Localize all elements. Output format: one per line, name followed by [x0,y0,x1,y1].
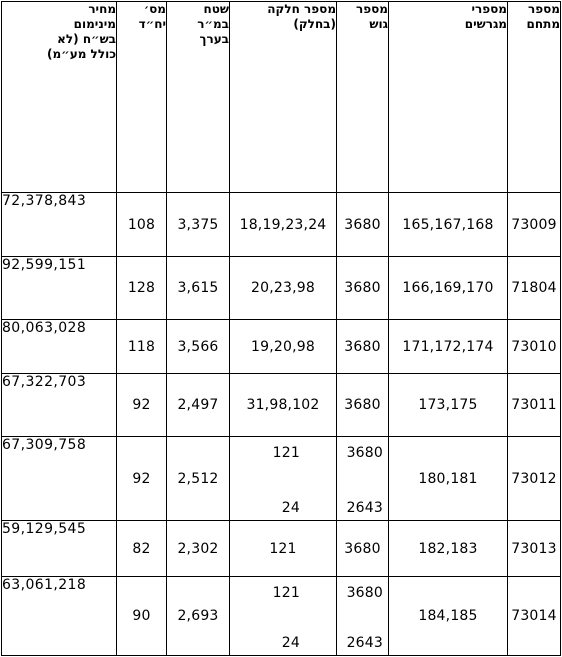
min-price-cell: 72,378,843 [2,193,117,257]
plot-numbers-cell: 173,175 [389,374,508,437]
parcel-value: 24 [281,500,300,516]
gush-value: 2643 [346,500,383,516]
header-plot-numbers: מספרי מגרשים [389,2,508,193]
table-row [2,257,561,320]
units-cell: 90 [117,577,167,656]
table-row [2,374,561,437]
gush-value: 3680 [346,585,383,601]
plot-numbers-cell: 180,181 [389,437,508,521]
units-cell: 108 [117,193,167,257]
tender-complexes-table [1,1,561,656]
gush-cell [337,577,389,656]
min-price-cell: 59,129,545 [2,521,117,577]
plot-numbers-cell: 184,185 [389,577,508,656]
header-min-price: מחיר מינימום בש״ח (לא כולל מע״מ) [2,2,117,193]
gush-cell: 3680 [337,257,389,320]
table-row [2,320,561,374]
complex-number-cell: 73014 [508,577,561,656]
parcel-cell: 18,19,23,24 [230,193,337,257]
plot-numbers-cell: 166,169,170 [389,257,508,320]
parcel-value: 24 [281,635,300,651]
complex-number-cell: 73012 [508,437,561,521]
parcel-value: 121 [272,445,300,461]
parcel-cell: 20,23,98 [230,257,337,320]
area-cell: 3,615 [167,257,230,320]
header-units: מס׳ יח״ד [117,2,167,193]
header-row [2,2,561,193]
gush-value: 2643 [346,635,383,651]
gush-value: 3680 [346,445,383,461]
min-price-cell: 80,063,028 [2,320,117,374]
gush-cell: 3680 [337,374,389,437]
header-gush-number: מספר גוש [337,2,389,193]
min-price-cell: 63,061,218 [2,577,117,656]
complex-number-cell: 73011 [508,374,561,437]
area-cell: 2,497 [167,374,230,437]
units-cell: 92 [117,374,167,437]
area-cell: 2,302 [167,521,230,577]
gush-cell [337,437,389,521]
table-row [2,437,561,521]
complex-number-cell: 73010 [508,320,561,374]
parcel-cell: 31,98,102 [230,374,337,437]
min-price-cell: 92,599,151 [2,257,117,320]
parcel-cell: 19,20,98 [230,320,337,374]
units-cell: 92 [117,437,167,521]
min-price-cell: 67,309,758 [2,437,117,521]
plot-numbers-cell: 165,167,168 [389,193,508,257]
gush-cell: 3680 [337,320,389,374]
complex-number-cell: 73009 [508,193,561,257]
area-cell: 3,566 [167,320,230,374]
parcel-cell: 121 [230,521,337,577]
min-price-cell: 67,322,703 [2,374,117,437]
area-cell: 3,375 [167,193,230,257]
parcel-value: 121 [272,585,300,601]
header-parcel-number: מספר חלקה (בחלק) [230,2,337,193]
units-cell: 128 [117,257,167,320]
header-complex-number: מספר מתחם [508,2,561,193]
table-row [2,193,561,257]
complex-number-cell: 73013 [508,521,561,577]
parcel-cell [230,577,337,656]
header-area: שטח במ״ר בערך [167,2,230,193]
units-cell: 118 [117,320,167,374]
gush-cell: 3680 [337,521,389,577]
complex-number-cell: 71804 [508,257,561,320]
area-cell: 2,693 [167,577,230,656]
table-row [2,521,561,577]
plot-numbers-cell: 182,183 [389,521,508,577]
units-cell: 82 [117,521,167,577]
area-cell: 2,512 [167,437,230,521]
table-row [2,577,561,656]
plot-numbers-cell: 171,172,174 [389,320,508,374]
parcel-cell [230,437,337,521]
gush-cell: 3680 [337,193,389,257]
